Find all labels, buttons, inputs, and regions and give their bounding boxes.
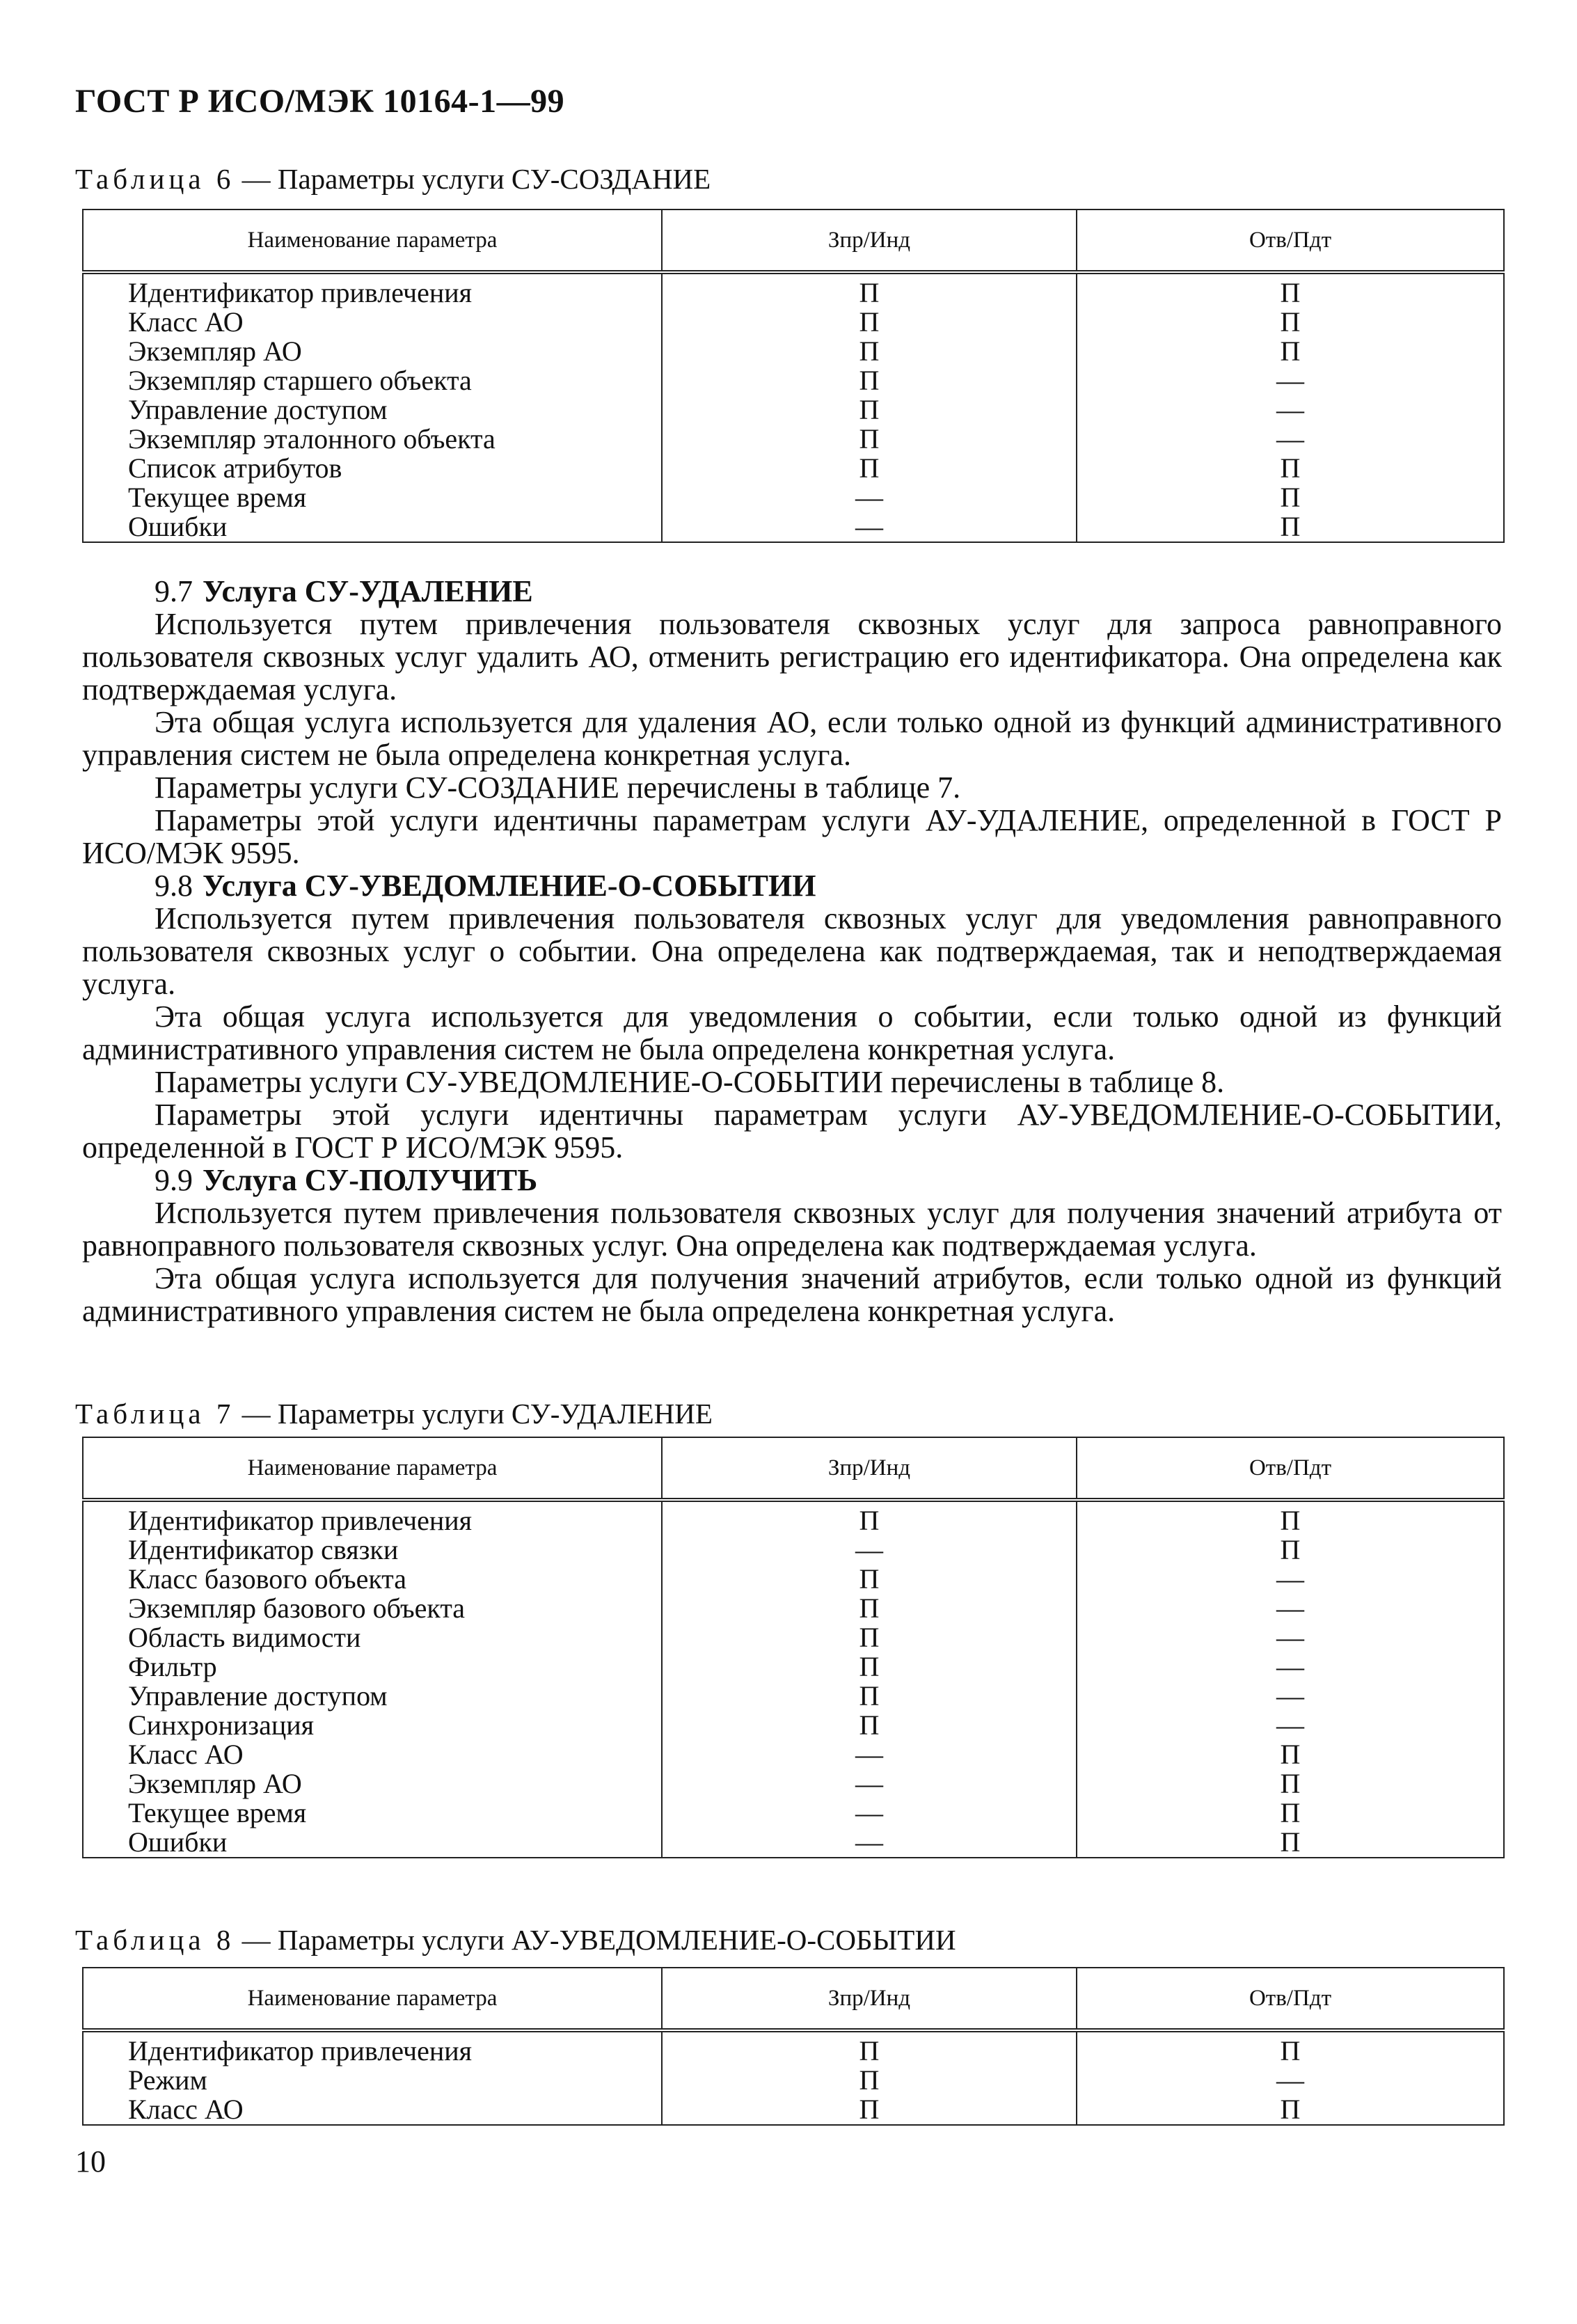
param-name-cell: Класс АО (83, 1740, 662, 1769)
table6-caption-rest: — Параметры услуги СУ-СОЗДАНИЕ (235, 163, 711, 195)
param-name-cell: Режим (83, 2066, 662, 2095)
resp-conf-cell: П (1077, 308, 1504, 337)
resp-conf-cell: П (1077, 2030, 1504, 2066)
table-row (83, 1828, 1504, 1858)
body-text (82, 575, 1502, 1327)
resp-conf-cell: П (1077, 1799, 1504, 1828)
table-row (83, 1652, 1504, 1682)
req-ind-cell: П (662, 337, 1077, 366)
param-name-cell: Ошибки (83, 512, 662, 542)
section-9-7-p4: Параметры этой услуги идентичны параметрам услуги АУ-УДАЛЕНИЕ, определенной в ГОСТ Р ИСО/МЭК 9595. (82, 803, 1502, 870)
resp-conf-cell: — (1077, 1565, 1504, 1594)
param-name-cell: Идентификатор привлечения (83, 2030, 662, 2066)
req-ind-cell: П (662, 1682, 1077, 1711)
param-name-cell: Экземпляр АО (83, 337, 662, 366)
req-ind-cell: — (662, 1740, 1077, 1769)
table8 (82, 1967, 1505, 2126)
table6-header-name: Наименование параметра (83, 210, 662, 272)
table-row (83, 483, 1504, 512)
table8-caption (75, 1922, 956, 1957)
req-ind-cell: — (662, 483, 1077, 512)
table-row (83, 1565, 1504, 1594)
req-ind-cell: П (662, 1711, 1077, 1740)
req-ind-cell: П (662, 1500, 1077, 1535)
resp-conf-cell: П (1077, 2095, 1504, 2125)
req-ind-cell: П (662, 1623, 1077, 1652)
section-9-9-p2: Эта общая услуга используется для получения значений атрибутов, если только одной из функций административного управления систем не была определена конкретная услуга. (82, 1261, 1502, 1328)
table-row (83, 1594, 1504, 1623)
param-name-cell: Управление доступом (83, 395, 662, 425)
table7-caption-prefix: Таблица 7 (75, 1398, 235, 1430)
table6 (82, 209, 1505, 543)
table7-header-resp: Отв/Пдт (1077, 1437, 1504, 1500)
table-row (83, 454, 1504, 483)
table8-caption-prefix: Таблица 8 (75, 1924, 235, 1956)
table7-caption-rest: — Параметры услуги СУ-УДАЛЕНИЕ (235, 1398, 713, 1430)
resp-conf-cell: — (1077, 1682, 1504, 1711)
table-row (83, 1682, 1504, 1711)
param-name-cell: Список атрибутов (83, 454, 662, 483)
table-row (83, 1740, 1504, 1769)
table6-header-resp: Отв/Пдт (1077, 210, 1504, 272)
resp-conf-cell: П (1077, 483, 1504, 512)
table-row (83, 1799, 1504, 1828)
table8-header-req: Зпр/Инд (662, 1968, 1077, 2030)
table-row (83, 1535, 1504, 1565)
table-row (83, 512, 1504, 542)
table6-header-req: Зпр/Инд (662, 210, 1077, 272)
param-name-cell: Идентификатор привлечения (83, 272, 662, 308)
resp-conf-cell: П (1077, 1535, 1504, 1565)
section-9-8-p2: Эта общая услуга используется для уведомления о событии, если только одной из функций административного управления систем не была определена конкретная услуга. (82, 999, 1502, 1066)
table-row (83, 308, 1504, 337)
table-row (83, 272, 1504, 308)
section-9-8-p1: Используется путем привлечения пользователя сквозных услуг для уведомления равноправного пользователя сквозных услуг о событии. Она определена как подтверждаемая, так и неподтверждаемая услуга. (82, 901, 1502, 1001)
table-row (83, 1623, 1504, 1652)
param-name-cell: Синхронизация (83, 1711, 662, 1740)
resp-conf-cell: — (1077, 366, 1504, 395)
req-ind-cell: П (662, 2066, 1077, 2095)
resp-conf-cell: П (1077, 1740, 1504, 1769)
table-row (83, 337, 1504, 366)
req-ind-cell: П (662, 1594, 1077, 1623)
param-name-cell: Идентификатор привлечения (83, 1500, 662, 1535)
section-9-7-p1: Используется путем привлечения пользователя сквозных услуг для запроса равноправного пользователя сквозных услуг удалить АО, отменить регистрацию его идентификатора. Она определена как подтверждаемая услуга. (82, 607, 1502, 706)
param-name-cell: Ошибки (83, 1828, 662, 1858)
resp-conf-cell: — (1077, 1711, 1504, 1740)
table-row (83, 1769, 1504, 1799)
param-name-cell: Текущее время (83, 1799, 662, 1828)
param-name-cell: Фильтр (83, 1652, 662, 1682)
param-name-cell: Область видимости (83, 1623, 662, 1652)
table6-caption (75, 161, 711, 196)
section-9-8-p4: Параметры этой услуги идентичны параметрам услуги АУ-УВЕДОМЛЕНИЕ-О-СОБЫТИИ, определенной в ГОСТ Р ИСО/МЭК 9595. (82, 1098, 1502, 1164)
section-9-7-p2: Эта общая услуга используется для удаления АО, если только одной из функций административного управления систем не была определена конкретная услуга. (82, 705, 1502, 772)
req-ind-cell: П (662, 454, 1077, 483)
table8-header-resp: Отв/Пдт (1077, 1968, 1504, 2030)
req-ind-cell: П (662, 272, 1077, 308)
section-9-8-p3: Параметры услуги СУ-УВЕДОМЛЕНИЕ-О-СОБЫТИИ перечислены в таблице 8. (154, 1065, 1225, 1099)
param-name-cell: Класс базового объекта (83, 1565, 662, 1594)
section-9-7-p3: Параметры услуги СУ-СОЗДАНИЕ перечислены в таблице 7. (154, 770, 961, 805)
table-row (83, 395, 1504, 425)
table-row (83, 1711, 1504, 1740)
resp-conf-cell: П (1077, 337, 1504, 366)
req-ind-cell: П (662, 395, 1077, 425)
req-ind-cell: П (662, 366, 1077, 395)
req-ind-cell: П (662, 1565, 1077, 1594)
param-name-cell: Идентификатор связки (83, 1535, 662, 1565)
param-name-cell: Текущее время (83, 483, 662, 512)
req-ind-cell: — (662, 1769, 1077, 1799)
table8-caption-rest: — Параметры услуги АУ-УВЕДОМЛЕНИЕ-О-СОБЫТИИ (235, 1924, 956, 1956)
resp-conf-cell: П (1077, 1769, 1504, 1799)
param-name-cell: Экземпляр эталонного объекта (83, 425, 662, 454)
section-9-9-p1: Используется путем привлечения пользователя сквозных услуг для получения значений атрибута от равноправного пользователя сквозных услуг. Она определена как подтверждаемая услуга. (82, 1196, 1502, 1263)
param-name-cell: Экземпляр старшего объекта (83, 366, 662, 395)
table6-caption-prefix: Таблица 6 (75, 163, 235, 195)
resp-conf-cell: П (1077, 1500, 1504, 1535)
table-row (83, 2095, 1504, 2125)
resp-conf-cell: П (1077, 454, 1504, 483)
resp-conf-cell: П (1077, 512, 1504, 542)
resp-conf-cell: — (1077, 1594, 1504, 1623)
req-ind-cell: П (662, 1652, 1077, 1682)
section-9-9-heading: 9.9 Услуга СУ-ПОЛУЧИТЬ (154, 1163, 538, 1197)
req-ind-cell: — (662, 1799, 1077, 1828)
resp-conf-cell: — (1077, 395, 1504, 425)
param-name-cell: Экземпляр АО (83, 1769, 662, 1799)
req-ind-cell: — (662, 1828, 1077, 1858)
table7-caption (75, 1396, 713, 1431)
table-row (83, 366, 1504, 395)
table-row (83, 1500, 1504, 1535)
table8-header-name: Наименование параметра (83, 1968, 662, 2030)
table7-header-name: Наименование параметра (83, 1437, 662, 1500)
resp-conf-cell: П (1077, 1828, 1504, 1858)
req-ind-cell: П (662, 2095, 1077, 2125)
req-ind-cell: — (662, 512, 1077, 542)
req-ind-cell: — (662, 1535, 1077, 1565)
resp-conf-cell: — (1077, 1623, 1504, 1652)
param-name-cell: Класс АО (83, 2095, 662, 2125)
table7-header-req: Зпр/Инд (662, 1437, 1077, 1500)
section-9-7-heading: 9.7 Услуга СУ-УДАЛЕНИЕ (154, 574, 533, 608)
table-row (83, 2066, 1504, 2095)
resp-conf-cell: — (1077, 2066, 1504, 2095)
page-number: 10 (75, 2144, 106, 2179)
table-row (83, 2030, 1504, 2066)
param-name-cell: Класс АО (83, 308, 662, 337)
document-header: ГОСТ Р ИСО/МЭК 10164-1—99 (75, 83, 565, 120)
section-9-8-heading: 9.8 Услуга СУ-УВЕДОМЛЕНИЕ-О-СОБЫТИИ (154, 869, 816, 903)
resp-conf-cell: П (1077, 272, 1504, 308)
req-ind-cell: П (662, 308, 1077, 337)
resp-conf-cell: — (1077, 425, 1504, 454)
param-name-cell: Экземпляр базового объекта (83, 1594, 662, 1623)
table-row (83, 425, 1504, 454)
table7 (82, 1437, 1505, 1858)
param-name-cell: Управление доступом (83, 1682, 662, 1711)
resp-conf-cell: — (1077, 1652, 1504, 1682)
req-ind-cell: П (662, 425, 1077, 454)
req-ind-cell: П (662, 2030, 1077, 2066)
